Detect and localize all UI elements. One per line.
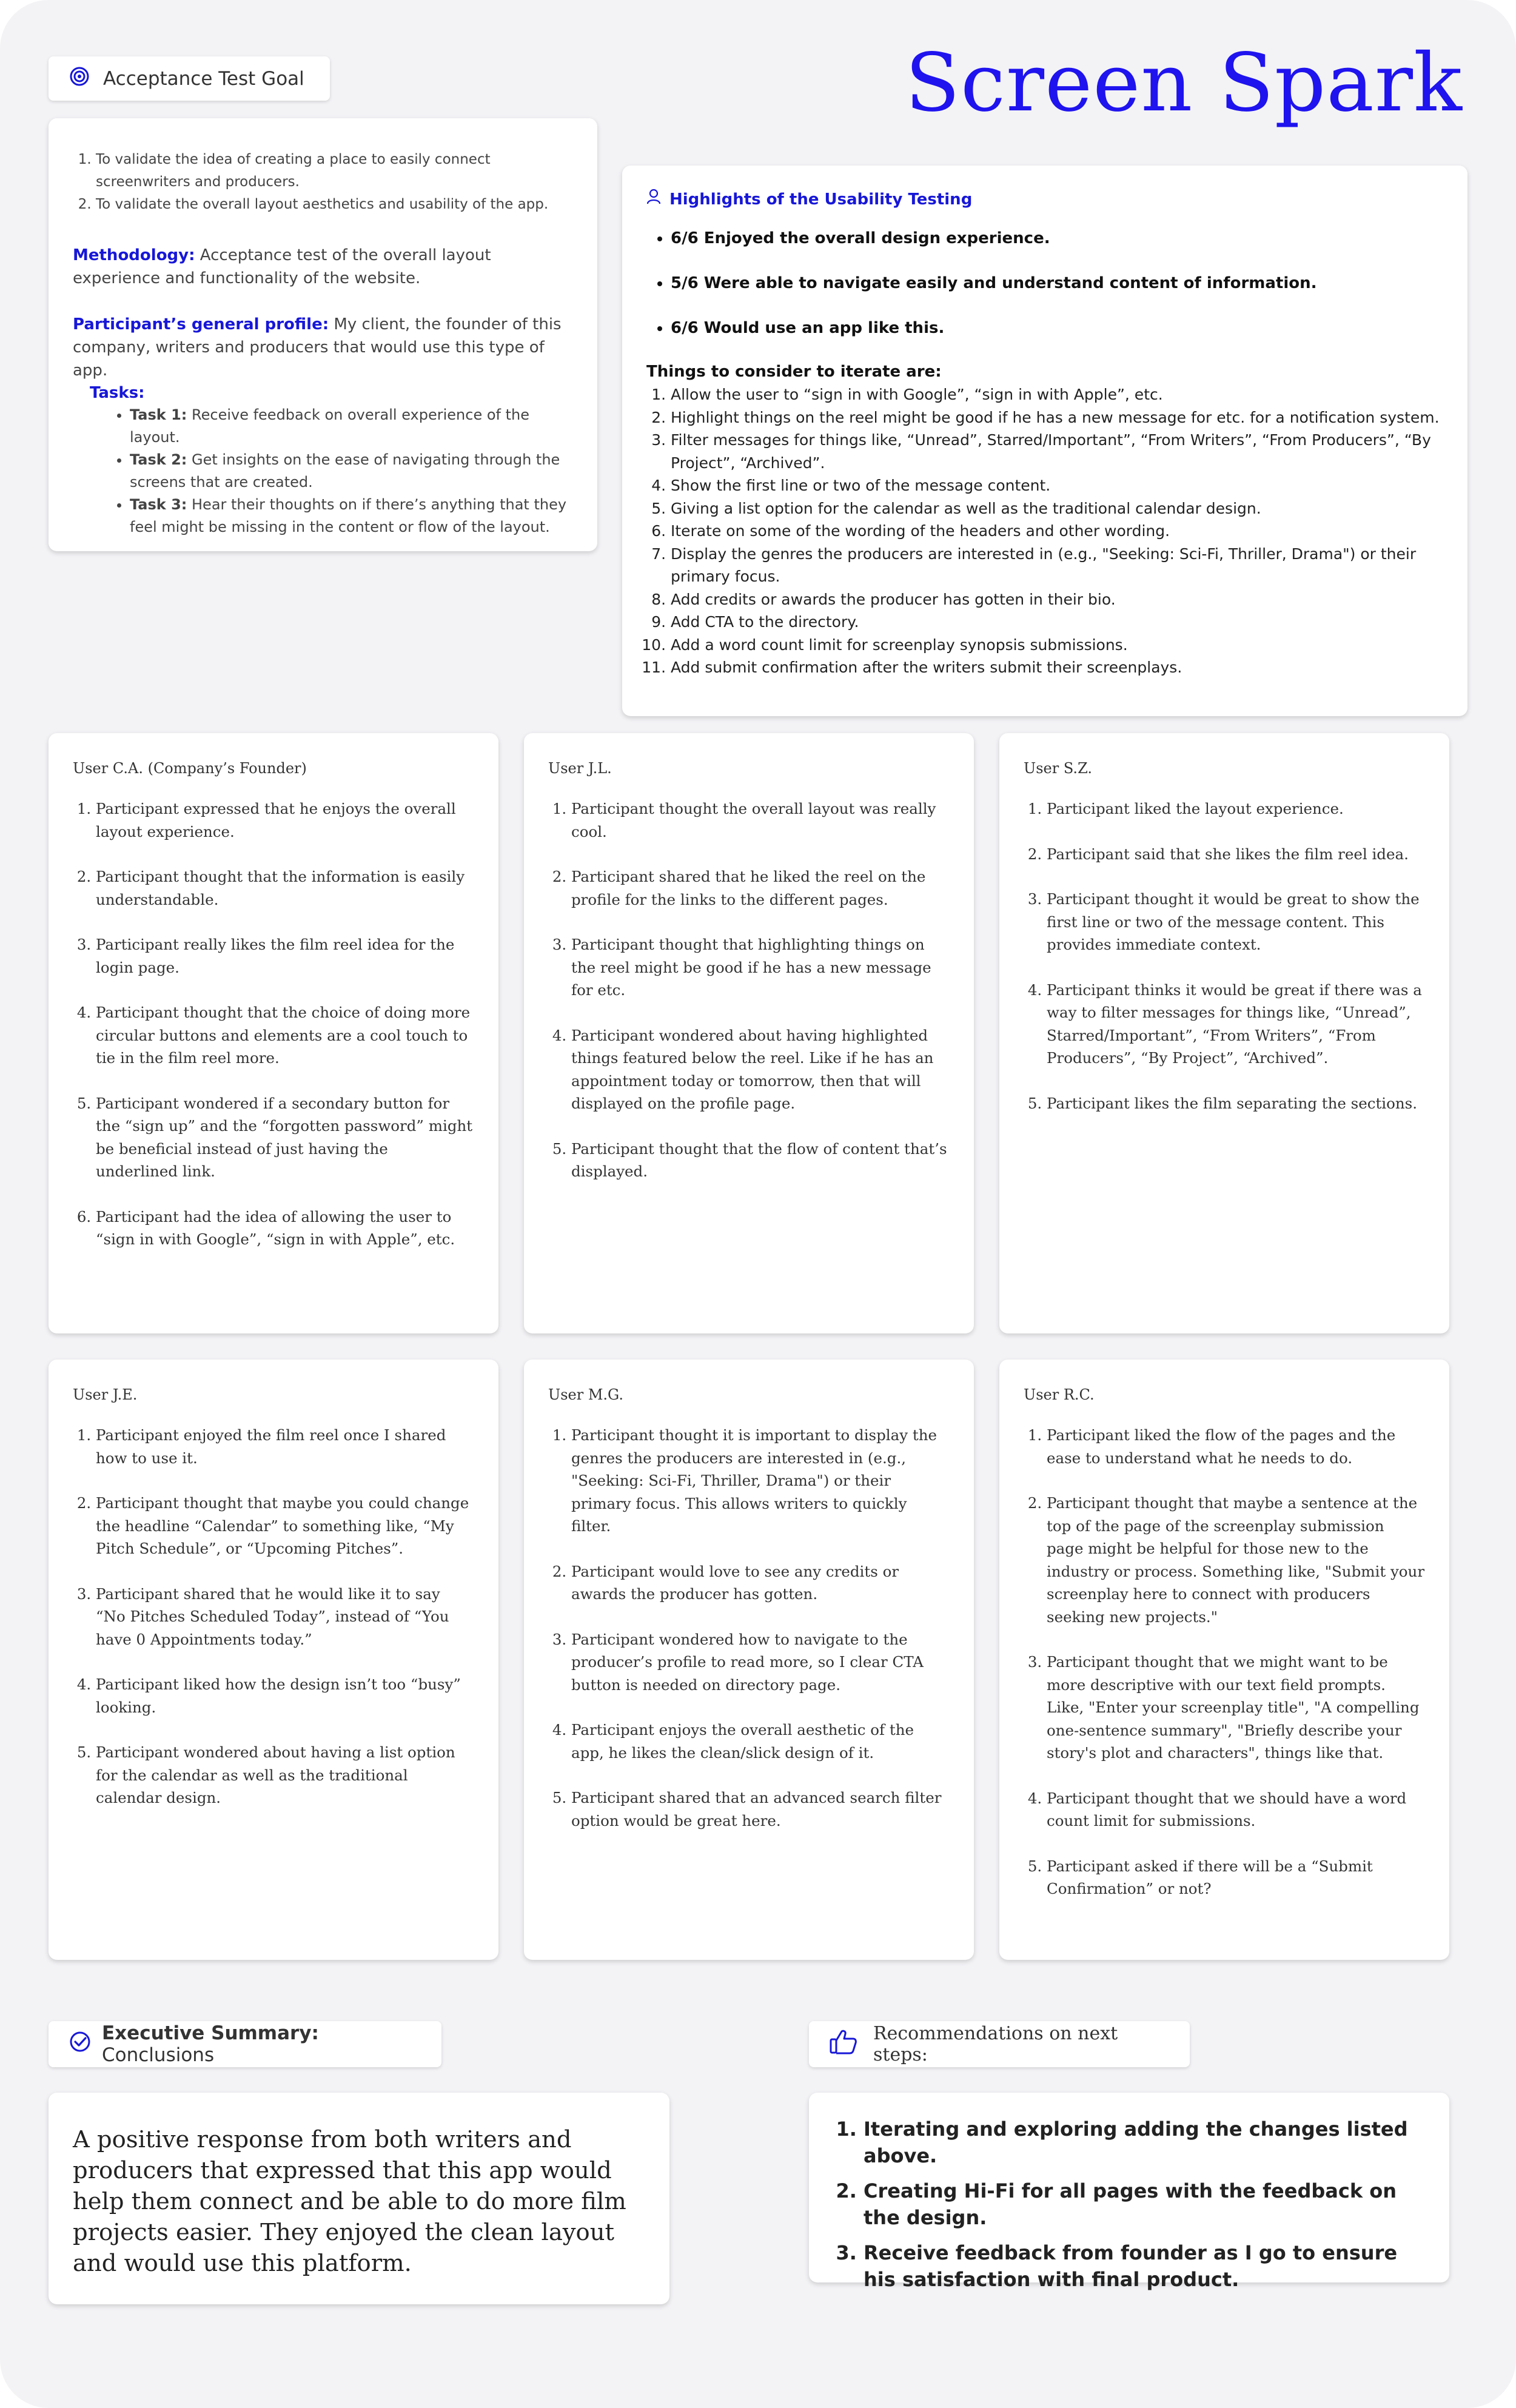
executive-summary-label-rest: Conclusions xyxy=(102,2044,215,2066)
tasks-section xyxy=(90,382,573,538)
consider-list xyxy=(646,383,1443,679)
user-note: 2. Participant shared that he liked the reel on the profile for the links to the different pages. xyxy=(571,865,950,911)
user-notes xyxy=(548,1424,950,1832)
user-card-sz xyxy=(999,733,1449,1333)
recommendation-item: 1. Iterating and exploring adding the changes listed above. xyxy=(864,2116,1425,2169)
user-notes xyxy=(548,797,950,1183)
profile-label: Participant’s general profile: xyxy=(73,315,329,334)
user-note: 3. Participant thought that we might want to be more descriptive with our text field prompts. Like, "Enter your screenplay title", "A compelling one-sentence summary", "Briefly describe your story's plot and characters", things like that. xyxy=(1047,1651,1425,1765)
task-label: Task 3: xyxy=(130,496,187,513)
task-text: Hear their thoughts on if there’s anything that they feel might be missing in the content or flow of the layout. xyxy=(130,496,567,535)
highlight-point: • 6/6 Would use an app like this. xyxy=(671,316,1443,340)
goal-item: 1. To validate the idea of creating a place to easily connect screenwriters and producers. xyxy=(96,149,573,193)
user-notes xyxy=(1024,1424,1425,1900)
user-note: 2. Participant thought that maybe you could change the headline “Calendar” to something like, “My Pitch Schedule”, or “Upcoming Pitches”. xyxy=(96,1492,474,1560)
user-note: 5. Participant wondered about having a list option for the calendar as well as the traditional calendar design. xyxy=(96,1741,474,1809)
consider-item: 4. Show the first line or two of the message content. xyxy=(671,474,1443,497)
executive-summary-text: A positive response from both writers and producers that expressed that this app would help them connect and be able to do more film projects easier. They enjoyed the clean layout and would use this platform. xyxy=(73,2126,626,2277)
highlights-points xyxy=(646,226,1443,340)
goal-list xyxy=(73,149,573,216)
user-note: 3. Participant wondered how to navigate to the producer’s profile to read more, so I clear CTA button is needed on directory page. xyxy=(571,1628,950,1697)
consider-item: 8. Add credits or awards the producer has gotten in their bio. xyxy=(671,588,1443,611)
executive-summary-pill xyxy=(49,2021,441,2067)
user-note: 4. Participant thought that the choice of doing more circular buttons and elements are a cool touch to tie in the film reel more. xyxy=(96,1001,474,1070)
user-note: 1. Participant liked the layout experience. xyxy=(1047,797,1425,820)
user-card-jl xyxy=(524,733,974,1333)
recommendations-card xyxy=(809,2093,1449,2291)
user-note: 3. Participant thought it would be great to show the first line or two of the message content. This provides immediate context. xyxy=(1047,888,1425,956)
user-name: User J.E. xyxy=(73,1386,138,1403)
user-name: User M.G. xyxy=(548,1386,623,1403)
task-list xyxy=(90,404,573,538)
task-item xyxy=(130,494,573,538)
highlights-heading xyxy=(646,187,1443,212)
task-item xyxy=(130,404,573,449)
task-label: Task 1: xyxy=(130,406,187,423)
consider-item: 10. Add a word count limit for screenplay synopsis submissions. xyxy=(671,634,1443,657)
user-icon xyxy=(646,187,661,212)
methodology-text: Acceptance test of the overall layout experience and functionality of the website. xyxy=(73,246,491,287)
user-name: User C.A. (Company’s Founder) xyxy=(73,760,307,777)
user-note: 5. Participant wondered if a secondary button for the “sign up” and the “forgotten password” might be beneficial instead of just having the underlined link. xyxy=(96,1092,474,1183)
consider-title: Things to consider to iterate are: xyxy=(646,363,942,381)
recommendation-item: 3. Receive feedback from founder as I go to ensure his satisfaction with final product. xyxy=(864,2239,1425,2293)
user-note: 3. Participant really likes the film reel idea for the login page. xyxy=(96,933,474,979)
highlight-point: • 5/6 Were able to navigate easily and understand content of information. xyxy=(671,271,1443,295)
consider-item: 5. Giving a list option for the calendar as well as the traditional calendar design. xyxy=(671,497,1443,520)
acceptance-test-goal-pill xyxy=(49,56,330,101)
user-notes xyxy=(73,1424,474,1809)
task-item xyxy=(130,449,573,494)
user-card-mg xyxy=(524,1360,974,1960)
user-name: User J.L. xyxy=(548,760,612,777)
tasks-label: Tasks: xyxy=(90,384,145,402)
highlight-point: • 6/6 Enjoyed the overall design experience. xyxy=(671,226,1443,250)
user-note: 4. Participant thought that we should have a word count limit for submissions. xyxy=(1047,1787,1425,1833)
user-card-ca xyxy=(49,733,498,1333)
recommendation-item: 2. Creating Hi-Fi for all pages with the feedback on the design. xyxy=(864,2178,1425,2231)
user-note: 1. Participant thought the overall layout was really cool. xyxy=(571,797,950,843)
user-note: 2. Participant thought that maybe a sentence at the top of the page of the screenplay submission page might be helpful for those new to the industry or process. Something like, "Submit your screenplay here to connect with producers seeking new projects." xyxy=(1047,1492,1425,1628)
user-note: 1. Participant thought it is important to display the genres the producers are interested in (e.g., "Seeking: Sci-Fi, Thriller, Drama") or their primary focus. This allows writers to quickly filter. xyxy=(571,1424,950,1538)
user-note: 3. Participant thought that highlighting things on the reel might be good if he has a new message for etc. xyxy=(571,933,950,1002)
user-note: 4. Participant wondered about having highlighted things featured below the reel. Like if he has an appointment today or tomorrow, then that will displayed on the profile page. xyxy=(571,1024,950,1115)
acceptance-test-goal-label: Acceptance Test Goal xyxy=(103,67,304,90)
user-note: 5. Participant thought that the flow of content that’s displayed. xyxy=(571,1138,950,1183)
check-circle-icon xyxy=(69,2031,91,2058)
profile-text: My client, the founder of this company, writers and producers that would use this type of app. xyxy=(73,315,562,380)
user-note: 3. Participant shared that he would like it to say “No Pitches Scheduled Today”, instead of “You have 0 Appointments today.” xyxy=(96,1583,474,1651)
user-note: 2. Participant would love to see any credits or awards the producer has gotten. xyxy=(571,1560,950,1606)
consider-item: 7. Display the genres the producers are interested in (e.g., "Seeking: Sci-Fi, Thriller, Drama") or their primary focus. xyxy=(671,543,1443,588)
thumbs-up-icon xyxy=(830,2029,857,2059)
methodology-label: Methodology: xyxy=(73,246,195,264)
page-title: Screen Spark xyxy=(905,36,1463,130)
consider-item: 1. Allow the user to “sign in with Google”, “sign in with Apple”, etc. xyxy=(671,383,1443,406)
user-name: User R.C. xyxy=(1024,1386,1095,1403)
user-notes xyxy=(1024,797,1425,1115)
recommendations-pill xyxy=(809,2021,1190,2067)
user-note: 1. Participant liked the flow of the pages and the ease to understand what he needs to do. xyxy=(1047,1424,1425,1469)
executive-summary-card xyxy=(49,2093,669,2304)
participant-profile xyxy=(73,313,573,382)
user-name: User S.Z. xyxy=(1024,760,1092,777)
consider-item: 6. Iterate on some of the wording of the headers and other wording. xyxy=(671,520,1443,543)
executive-summary-label xyxy=(102,2022,421,2066)
user-note: 1. Participant expressed that he enjoys the overall layout experience. xyxy=(96,797,474,843)
highlights-title: Highlights of the Usability Testing xyxy=(669,190,973,209)
task-label: Task 2: xyxy=(130,451,187,468)
consider-item: 2. Highlight things on the reel might be good if he has a new message for etc. for a notification system. xyxy=(671,406,1443,429)
user-card-je xyxy=(49,1360,498,1960)
recommendations-list xyxy=(833,2116,1425,2293)
highlights-card xyxy=(622,166,1467,716)
user-note: 4. Participant enjoys the overall aesthetic of the app, he likes the clean/slick design of it. xyxy=(571,1719,950,1764)
user-notes xyxy=(73,797,474,1251)
consider-item: 3. Filter messages for things like, “Unread”, Starred/Important”, “From Writers”, “From Producers”, “By Project”, “Archived”. xyxy=(671,429,1443,474)
consider-item: 11. Add submit confirmation after the writers submit their screenplays. xyxy=(671,656,1443,679)
task-text: Receive feedback on overall experience of the layout. xyxy=(130,406,529,446)
user-note: 2. Participant thought that the information is easily understandable. xyxy=(96,865,474,911)
executive-summary-label-bold: Executive Summary: xyxy=(102,2022,319,2044)
task-text: Get insights on the ease of navigating through the screens that are created. xyxy=(130,451,560,491)
goal-card xyxy=(49,118,597,551)
methodology xyxy=(73,244,573,290)
user-card-rc xyxy=(999,1360,1449,1960)
user-note: 5. Participant likes the film separating the sections. xyxy=(1047,1092,1425,1115)
user-note: 5. Participant asked if there will be a “Submit Confirmation” or not? xyxy=(1047,1855,1425,1900)
consider-item: 9. Add CTA to the directory. xyxy=(671,611,1443,634)
recommendations-label: Recommendations on next steps: xyxy=(873,2023,1118,2065)
user-note: 4. Participant thinks it would be great if there was a way to filter messages for things like, “Unread”, Starred/Important”, “From Writers”, “From Producers”, “By Project”, “Archived”. xyxy=(1047,979,1425,1070)
target-icon xyxy=(69,66,90,92)
goal-item: 2. To validate the overall layout aesthetics and usability of the app. xyxy=(96,193,573,216)
user-note: 4. Participant liked how the design isn’t too “busy” looking. xyxy=(96,1673,474,1719)
user-note: 2. Participant said that she likes the film reel idea. xyxy=(1047,843,1425,866)
user-note: 1. Participant enjoyed the film reel once I shared how to use it. xyxy=(96,1424,474,1469)
user-note: 5. Participant shared that an advanced search filter option would be great here. xyxy=(571,1786,950,1832)
user-note: 6. Participant had the idea of allowing the user to “sign in with Google”, “sign in with Apple”, etc. xyxy=(96,1206,474,1251)
